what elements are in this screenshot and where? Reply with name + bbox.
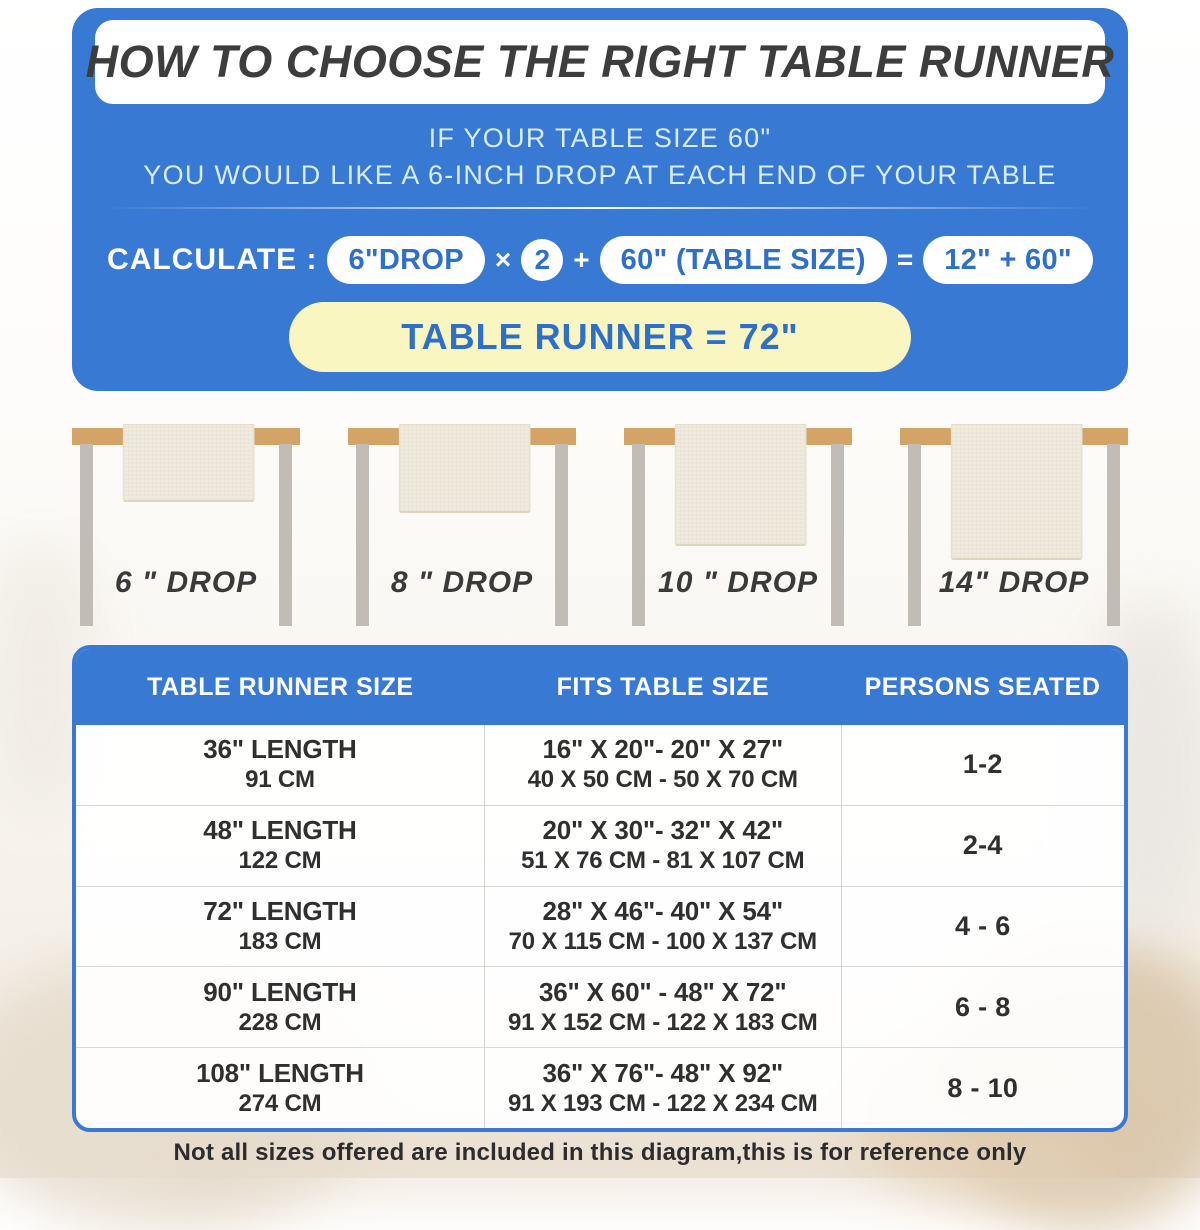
size-table-body [76,725,1124,1128]
fits-size-line1: 36" X 76"- 48" X 92" [542,1057,783,1088]
cell-runner-size [76,1048,484,1128]
drop-figure-8 [348,426,576,632]
fits-size-line2: 70 X 115 CM - 100 X 137 CM [508,927,817,955]
runner-size-line1: 48" LENGTH [203,815,357,846]
multiply-operator: × [494,244,512,275]
header-cell-persons: PERSONS SEATED [864,672,1101,701]
runner-size-line1: 36" LENGTH [203,734,357,765]
header-cell-runner-size: TABLE RUNNER SIZE [147,672,414,701]
runner-drape [123,424,255,502]
runner-drape [399,424,531,513]
intro-line-2: YOU WOULD LIKE A 6-INCH DROP AT EACH END OF YOUR TABLE [143,160,1057,190]
table-row [76,805,1124,886]
drop-label: 10 " DROP [658,566,818,599]
table-row [76,1047,1124,1128]
plus-operator: + [573,244,590,275]
intro-text [72,120,1128,194]
drop-figure-6 [72,426,300,632]
cell-fits-size [484,967,842,1047]
runner-size-line2: 228 CM [238,1008,322,1036]
cell-persons [842,1048,1124,1128]
page-title: HOW TO CHOOSE THE RIGHT TABLE RUNNER [85,36,1115,87]
runner-size-line2: 122 CM [238,847,322,875]
footer-note: Not all sizes offered are included in this diagram,this is for reference only [173,1139,1027,1166]
fits-size-line2: 51 X 76 CM - 81 X 107 CM [521,847,805,875]
cell-persons [842,806,1124,886]
fits-size-line1: 20" X 30"- 32" X 42" [542,815,783,846]
cell-fits-size [484,725,842,805]
table-row [76,966,1124,1047]
calc-label: CALCULATE : [107,243,318,276]
hero-panel [72,8,1128,391]
cell-persons [842,967,1124,1047]
equals-operator: = [896,244,914,275]
runner-size-line1: 90" LENGTH [203,976,357,1007]
table-row [76,886,1124,967]
runner-size-line2: 274 CM [238,1089,322,1117]
drop-figures-row [72,426,1128,632]
hero-divider [102,207,1098,209]
persons-value: 2-4 [962,830,1003,861]
cell-fits-size [484,1048,842,1128]
persons-value: 4 - 6 [955,910,1011,941]
cell-persons [842,725,1124,805]
fits-size-line1: 28" X 46"- 40" X 54" [542,895,783,926]
drop-label: 6 " DROP [114,566,258,599]
fits-size-line1: 16" X 20"- 20" X 27" [542,734,783,765]
cell-runner-size [76,725,484,805]
drop-label: 8 " DROP [390,566,534,599]
intro-line-1: IF YOUR TABLE SIZE 60" [428,123,772,153]
size-table [72,645,1128,1132]
persons-value: 8 - 10 [947,1072,1019,1103]
result-pill: TABLE RUNNER = 72" [289,302,911,372]
persons-value: 6 - 8 [955,991,1011,1022]
cell-runner-size [76,887,484,967]
cell-persons [842,887,1124,967]
fits-size-line2: 40 X 50 CM - 50 X 70 CM [527,766,798,794]
sum-pill: 12" + 60" [923,236,1093,284]
multiplier-badge: 2 [521,239,563,281]
cell-runner-size [76,806,484,886]
table-size-pill: 60" (TABLE SIZE) [600,236,887,284]
drop-figure-14 [900,426,1128,632]
fits-size-line2: 91 X 152 CM - 122 X 183 CM [507,1008,818,1036]
runner-drape [951,424,1083,560]
drop-figure-10 [624,426,852,632]
calc-row [72,234,1128,286]
drop-pill: 6"DROP [327,236,484,284]
cell-fits-size [484,806,842,886]
runner-size-line2: 91 CM [245,766,315,794]
cell-fits-size [484,887,842,967]
runner-size-line1: 108" LENGTH [196,1057,364,1088]
size-table-header [76,649,1124,725]
table-row [76,725,1124,805]
runner-size-line1: 72" LENGTH [203,895,357,926]
persons-value: 1-2 [962,749,1003,780]
cell-runner-size [76,967,484,1047]
runner-size-line2: 183 CM [238,927,322,955]
runner-drape [675,424,807,546]
fits-size-line1: 36" X 60" - 48" X 72" [539,976,787,1007]
header-cell-fits-size: FITS TABLE SIZE [556,672,770,701]
drop-label: 14" DROP [938,566,1090,599]
hero-title-box [85,20,1115,104]
fits-size-line2: 91 X 193 CM - 122 X 234 CM [507,1089,818,1117]
